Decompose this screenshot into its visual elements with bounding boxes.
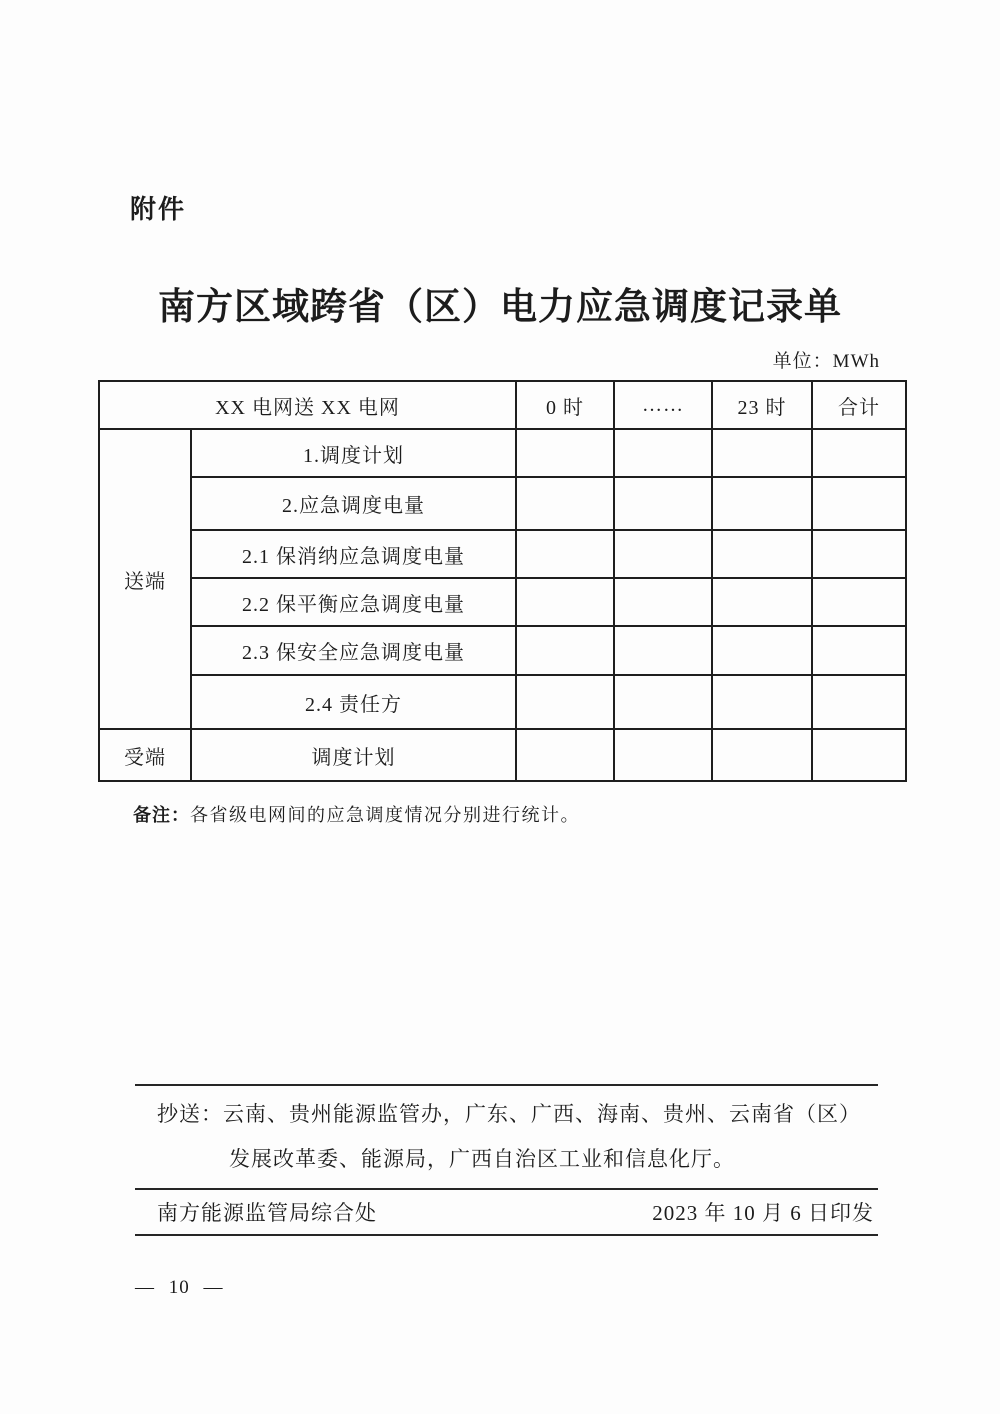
data-cell bbox=[614, 477, 712, 530]
note-line bbox=[133, 801, 580, 827]
row-label: 2.1 保消纳应急调度电量 bbox=[191, 530, 516, 578]
attachment-label: 附件 bbox=[130, 194, 187, 224]
cc-line-2: 发展改革委、能源局，广西自治区工业和信息化厅。 bbox=[229, 1147, 735, 1171]
cc-block bbox=[135, 1086, 878, 1182]
issuer-row bbox=[135, 1188, 878, 1236]
table-row bbox=[99, 675, 906, 729]
data-cell bbox=[516, 729, 614, 781]
dispatch-record-table bbox=[98, 380, 907, 782]
data-cell bbox=[812, 578, 906, 626]
row-label: 2.4 责任方 bbox=[191, 675, 516, 729]
unit-label: 单位：MWh bbox=[772, 351, 880, 372]
data-cell bbox=[712, 675, 812, 729]
row-label: 2.3 保安全应急调度电量 bbox=[191, 626, 516, 675]
data-cell bbox=[516, 477, 614, 530]
data-cell bbox=[812, 675, 906, 729]
table-row bbox=[99, 626, 906, 675]
data-cell bbox=[614, 729, 712, 781]
data-cell bbox=[614, 675, 712, 729]
data-cell bbox=[812, 429, 906, 477]
data-cell bbox=[812, 477, 906, 530]
cc-text-1: 云南、贵州能源监管办，广东、广西、海南、贵州、云南省（区） bbox=[223, 1102, 861, 1126]
data-cell bbox=[614, 530, 712, 578]
table-header-row bbox=[99, 381, 906, 429]
header-hour-start-cell: 0 时 bbox=[516, 381, 614, 429]
data-cell bbox=[516, 675, 614, 729]
row-label: 1.调度计划 bbox=[191, 429, 516, 477]
page-number: — 10 — bbox=[135, 1277, 224, 1298]
data-cell bbox=[812, 626, 906, 675]
header-ellipsis-cell: …… bbox=[614, 381, 712, 429]
data-cell bbox=[712, 626, 812, 675]
table-row bbox=[99, 477, 906, 530]
note-text: 各省级电网间的应急调度情况分别进行统计。 bbox=[190, 805, 580, 825]
data-cell bbox=[712, 729, 812, 781]
data-cell bbox=[712, 530, 812, 578]
data-cell bbox=[614, 626, 712, 675]
send-group-label: 送端 bbox=[99, 429, 191, 729]
data-cell bbox=[712, 477, 812, 530]
row-label: 2.应急调度电量 bbox=[191, 477, 516, 530]
data-cell bbox=[712, 578, 812, 626]
cc-line-1 bbox=[157, 1092, 878, 1137]
note-label: 备注： bbox=[133, 805, 190, 825]
data-cell bbox=[516, 429, 614, 477]
document-title: 南方区域跨省（区）电力应急调度记录单 bbox=[158, 287, 842, 328]
data-cell bbox=[614, 429, 712, 477]
data-cell bbox=[712, 429, 812, 477]
table-row bbox=[99, 530, 906, 578]
table-row bbox=[99, 578, 906, 626]
row-label: 调度计划 bbox=[191, 729, 516, 781]
table-row bbox=[99, 429, 906, 477]
table-row bbox=[99, 729, 906, 781]
footer-block bbox=[135, 1084, 878, 1236]
row-label: 2.2 保平衡应急调度电量 bbox=[191, 578, 516, 626]
data-cell bbox=[516, 530, 614, 578]
issue-date: 2023 年 10 月 6 日印发 bbox=[652, 1201, 874, 1225]
data-cell bbox=[516, 626, 614, 675]
header-total-cell: 合计 bbox=[812, 381, 906, 429]
data-cell bbox=[812, 530, 906, 578]
data-cell bbox=[614, 578, 712, 626]
data-cell bbox=[812, 729, 906, 781]
receive-group-label: 受端 bbox=[99, 729, 191, 781]
header-hour-end-cell: 23 时 bbox=[712, 381, 812, 429]
cc-label: 抄送： bbox=[157, 1102, 223, 1126]
data-cell bbox=[516, 578, 614, 626]
issuer-name: 南方能源监管局综合处 bbox=[157, 1201, 377, 1225]
header-grid-cell: XX 电网送 XX 电网 bbox=[99, 381, 516, 429]
